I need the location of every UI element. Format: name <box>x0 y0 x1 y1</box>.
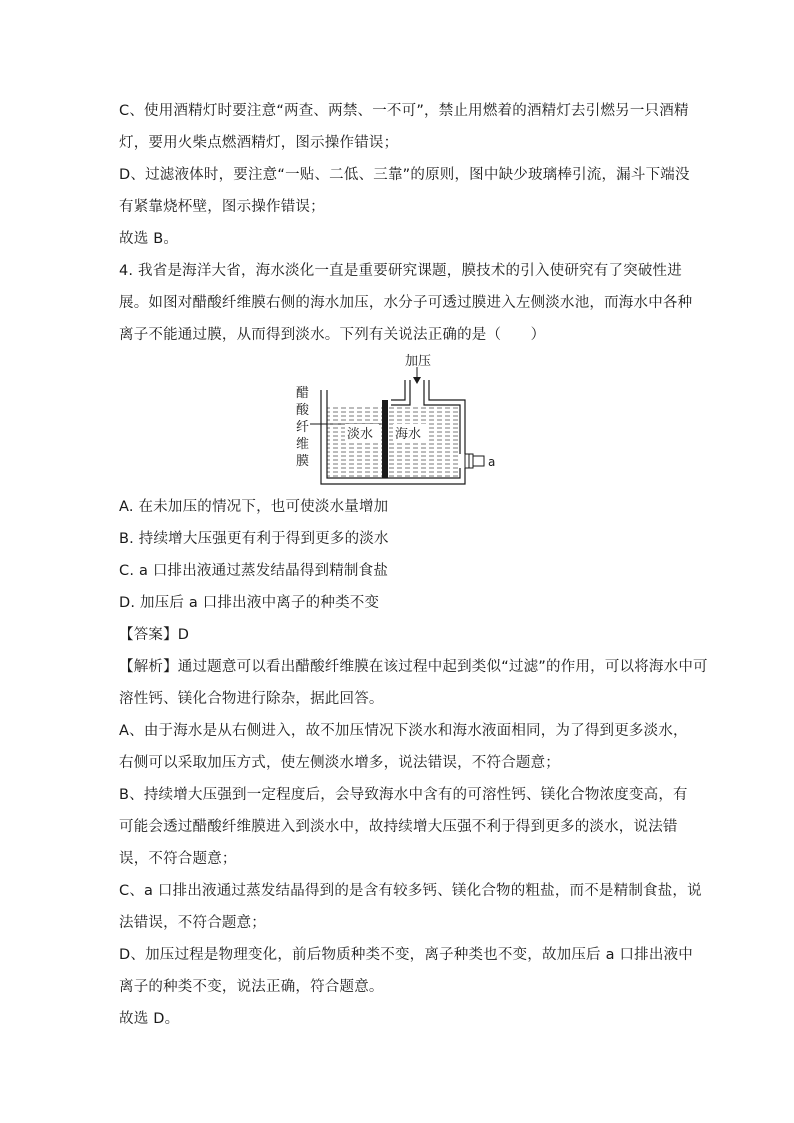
text-line: 有紧靠烧杯壁，图示操作错误； <box>119 199 325 215</box>
analysis-line: 溶性钙、镁化合物进行除杂，据此回答。 <box>119 691 384 707</box>
text-line: C、使用酒精灯时要注意“两查、两禁、一不可”，禁止用燃着的酒精灯去引燃另一只酒精 <box>119 103 689 119</box>
analysis-line: B、持续增大压强到一定程度后，会导致海水中含有的可溶性钙、镁化合物浓度变高，有 <box>119 787 688 803</box>
pressure-label: 加压 <box>405 354 432 369</box>
analysis-line: A、由于海水是从右侧进入，故不加压情况下淡水和海水液面相同，为了得到更多淡水， <box>119 723 688 739</box>
analysis-line: 离子的种类不变，说法正确，符合题意。 <box>119 979 384 995</box>
membrane <box>382 400 388 478</box>
membrane-label-char: 纤 <box>296 420 310 435</box>
option-d: D. 加压后 a 口排出液中离子的种类不变 <box>119 595 380 611</box>
pressure-arrowhead <box>413 377 421 384</box>
analysis-line: C、a 口排出液通过蒸发结晶得到的是含有较多钙、镁化合物的粗盐，而不是精制食盐，说 <box>119 883 702 899</box>
analysis-line: 误，不符合题意； <box>119 851 237 867</box>
question-line: 离子不能通过膜，从而得到淡水。下列有关说法正确的是（ ） <box>119 327 546 343</box>
option-b: B. 持续增大压强更有利于得到更多的淡水 <box>119 531 389 547</box>
outlet-valve <box>465 454 484 468</box>
option-a: A. 在未加压的情况下，也可使淡水量增加 <box>119 499 389 515</box>
analysis-line: 故选 D。 <box>119 1011 180 1027</box>
text-line: 故选 B。 <box>119 231 179 247</box>
fresh-water-label: 淡水 <box>347 427 374 442</box>
membrane-label-char: 醋 <box>296 386 310 401</box>
answer-line: 【答案】D <box>119 627 190 643</box>
analysis-line: 法错误，不符合题意； <box>119 915 266 931</box>
option-c: C. a 口排出液通过蒸发结晶得到精制食盐 <box>119 563 389 579</box>
outlet-label: a <box>488 455 496 469</box>
desalination-diagram <box>285 350 505 490</box>
analysis-line: 可能会透过醋酸纤维膜进入到淡水中，故持续增大压强不利于得到更多的淡水，说法错 <box>119 819 678 835</box>
question-line: 4. 我省是海洋大省，海水淡化一直是重要研究课题，膜技术的引入使研究有了突破性进 <box>119 263 682 279</box>
analysis-line: 右侧可以采取加压方式，使左侧淡水增多，说法错误，不符合题意； <box>119 755 560 771</box>
analysis-line: 【解析】通过题意可以看出醋酸纤维膜在该过程中起到类似“过滤”的作用，可以将海水中可 <box>119 659 708 675</box>
sea-water-label: 海水 <box>395 427 422 442</box>
membrane-label-char: 维 <box>296 437 310 452</box>
analysis-line: D、加压过程是物理变化，前后物质种类不变，离子种类也不变，故加压后 a 口排出液中 <box>119 947 693 963</box>
membrane-label-char: 酸 <box>296 403 310 418</box>
membrane-label <box>296 385 310 469</box>
text-line: D、过滤液体时，要注意“一贴、二低、三靠”的原则，图中缺少玻璃棒引流，漏斗下端没 <box>119 167 690 183</box>
text-line: 灯，要用火柴点燃酒精灯，图示操作错误； <box>119 135 399 151</box>
membrane-label-char: 膜 <box>296 454 310 469</box>
question-line: 展。如图对醋酸纤维膜右侧的海水加压，水分子可透过膜进入左侧淡水池，而海水中各种 <box>119 295 693 311</box>
